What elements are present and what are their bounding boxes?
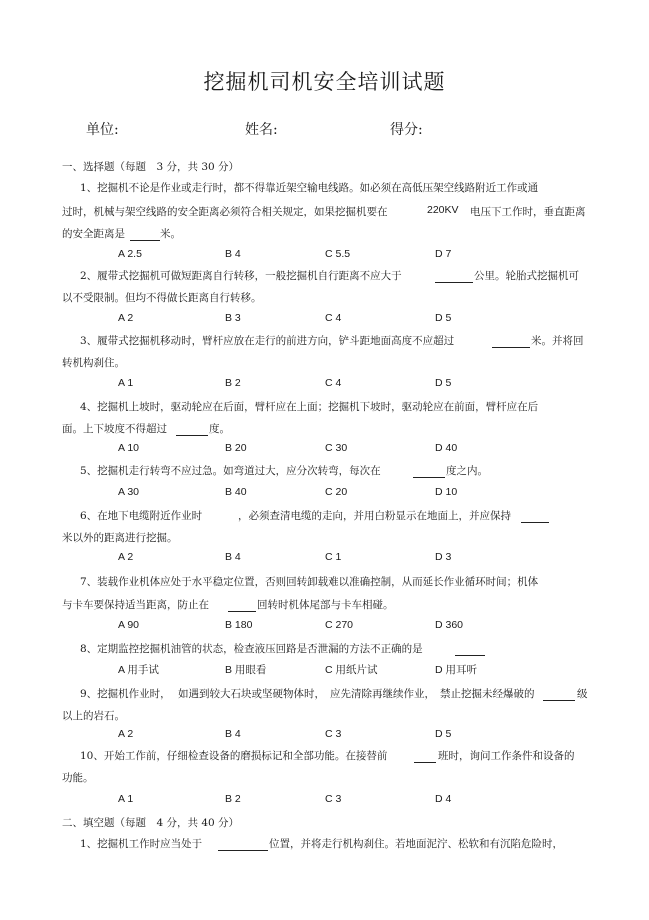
q3-option-d: D 5 bbox=[435, 377, 452, 389]
f1-line1a: 1、挖掘机工作时应当处于 bbox=[80, 838, 203, 850]
q9-option-a: A 2 bbox=[118, 728, 134, 740]
score-label: 得分: bbox=[390, 122, 423, 138]
name-label: 姓名: bbox=[245, 122, 278, 138]
q9-option-c: C 3 bbox=[325, 728, 342, 740]
q1-line2c: 电压下工作时，垂直距离 bbox=[470, 206, 586, 218]
q7-option-b: B 180 bbox=[225, 619, 253, 631]
q6-option-a: A 2 bbox=[118, 551, 134, 563]
q3-line1b: 米。并将回 bbox=[531, 335, 584, 347]
q8-answer-blank bbox=[455, 644, 485, 656]
q3-option-c: C 4 bbox=[325, 377, 342, 389]
q2-option-c: C 4 bbox=[325, 312, 342, 324]
q7-line2b: 回转时机体尾部与卡车相碰。 bbox=[257, 599, 394, 611]
q3-line2: 转机构刹住。 bbox=[62, 357, 125, 369]
page-title: 挖掘机司机安全培训试题 bbox=[203, 70, 446, 94]
q2-option-a: A 2 bbox=[118, 312, 134, 324]
q10-line2: 功能。 bbox=[62, 772, 94, 784]
q9-line1c: 应先清除再继续作业， bbox=[330, 688, 435, 700]
q8-option-c: C 用纸片试 bbox=[325, 664, 378, 676]
q10-option-a: A 1 bbox=[118, 793, 134, 805]
q4-line1: 4、挖掘机上坡时，驱动轮应在后面，臂杆应在上面；挖掘机下坡时，驱动轮应在前面，臂杆应在后 bbox=[80, 401, 539, 413]
q7-answer-blank bbox=[228, 600, 256, 612]
q9-line1b: 如遇到较大石块或坚硬物体时， bbox=[178, 688, 325, 700]
f1-line1b: 位置，并将走行机构刹住。若地面泥泞、松软和有沉陷危险时， bbox=[269, 838, 563, 850]
q8-line1: 8、定期监控挖掘机油管的状态，检查液压回路是否泄漏的方法不正确的是 bbox=[80, 643, 423, 655]
q1-line3a: 的安全距离是 bbox=[62, 228, 125, 240]
q2-line1a: 2、履带式挖掘机可做短距离自行转移，一般挖掘机自行距离不应大于 bbox=[80, 270, 402, 282]
q10-option-d: D 4 bbox=[435, 793, 452, 805]
q10-answer-blank bbox=[414, 751, 436, 763]
q1-option-b: B 4 bbox=[225, 248, 241, 260]
q8-option-a: A 用手试 bbox=[118, 664, 159, 676]
q1-line2a: 过时，机械与架空线路的安全距离必须符合相关规定，如果挖掘机要在 bbox=[62, 206, 388, 218]
q7-option-a: A 90 bbox=[118, 619, 140, 631]
q6-line1b: ，必须查清电缆的走向，并用白粉显示在地面上，并应保持 bbox=[238, 510, 511, 522]
q9-line2: 以上的岩石。 bbox=[62, 710, 125, 722]
q9-option-b: B 4 bbox=[225, 728, 241, 740]
q3-option-a: A 1 bbox=[118, 377, 134, 389]
q1-option-a: A 2.5 bbox=[118, 248, 142, 260]
q9-answer-blank bbox=[543, 689, 575, 701]
q2-line1b: 公里。轮胎式挖掘机可 bbox=[474, 270, 579, 282]
q2-line2: 以不受限制。但均不得做长距离自行转移。 bbox=[62, 292, 262, 304]
q1-option-c: C 5.5 bbox=[325, 248, 351, 260]
unit-label: 单位: bbox=[86, 122, 119, 138]
q6-line2: 米以外的距离进行挖掘。 bbox=[62, 532, 178, 544]
q1-answer-blank bbox=[130, 229, 160, 241]
section-fill-in: 二、填空题（每题 4 分，共 40 分） bbox=[62, 817, 240, 829]
q5-line1a: 5、挖掘机走行转弯不应过急。如弯道过大，应分次转弯，每次在 bbox=[80, 465, 381, 477]
q4-option-c: C 30 bbox=[325, 442, 348, 454]
q10-option-b: B 2 bbox=[225, 793, 241, 805]
q2-option-b: B 3 bbox=[225, 312, 241, 324]
q5-option-a: A 30 bbox=[118, 486, 140, 498]
q4-option-b: B 20 bbox=[225, 442, 247, 454]
q7-option-d: D 360 bbox=[435, 619, 464, 631]
q3-line1a: 3、履带式挖掘机移动时，臂杆应放在走行的前进方向，铲斗距地面高度不应超过 bbox=[80, 335, 455, 347]
q10-line1b: 班时，询问工作条件和设备的 bbox=[438, 750, 575, 762]
q5-answer-blank bbox=[413, 466, 445, 478]
q2-answer-blank bbox=[435, 271, 473, 283]
q4-option-d: D 40 bbox=[435, 442, 458, 454]
q9-line1e: 级 bbox=[577, 688, 588, 700]
q5-option-b: B 40 bbox=[225, 486, 247, 498]
q2-option-d: D 5 bbox=[435, 312, 452, 324]
q1-line1: 1、挖掘机不论是作业或走行时，都不得靠近架空输电线路。如必须在高低压架空线路附近工作或通 bbox=[80, 182, 539, 194]
q7-option-c: C 270 bbox=[325, 619, 354, 631]
q9-line1d: 禁止挖掘未经爆破的 bbox=[440, 688, 535, 700]
q1-option-d: D 7 bbox=[435, 248, 452, 260]
f1-answer-blank bbox=[218, 839, 268, 851]
q4-option-a: A 10 bbox=[118, 442, 140, 454]
q5-option-c: C 20 bbox=[325, 486, 348, 498]
q3-answer-blank bbox=[492, 336, 530, 348]
q7-line2a: 与卡车要保持适当距离，防止在 bbox=[62, 599, 209, 611]
q8-option-b: B 用眼看 bbox=[225, 664, 267, 676]
q10-option-c: C 3 bbox=[325, 793, 342, 805]
q5-line1b: 度之内。 bbox=[446, 465, 488, 477]
q1-line3b: 米。 bbox=[160, 228, 181, 240]
q6-option-c: C 1 bbox=[325, 551, 342, 563]
q5-option-d: D 10 bbox=[435, 486, 458, 498]
q7-line1: 7、装载作业机体应处于水平稳定位置，否则回转卸载难以准确控制，从而延长作业循环时间；机体 bbox=[80, 576, 539, 588]
q6-option-b: B 4 bbox=[225, 551, 241, 563]
q6-answer-blank bbox=[521, 511, 549, 523]
q9-line1a: 9、挖掘机作业时， bbox=[80, 688, 171, 700]
q4-answer-blank bbox=[176, 424, 208, 436]
q1-voltage: 220KV bbox=[427, 204, 459, 216]
q4-line2a: 面。上下坡度不得超过 bbox=[62, 423, 167, 435]
q9-option-d: D 5 bbox=[435, 728, 452, 740]
q3-option-b: B 2 bbox=[225, 377, 241, 389]
section-multiple-choice: 一、选择题（每题 3 分，共 30 分） bbox=[62, 161, 240, 173]
q4-line2b: 度。 bbox=[209, 423, 230, 435]
q8-option-d: D 用耳听 bbox=[435, 664, 477, 676]
q6-line1a: 6、在地下电缆附近作业时 bbox=[80, 510, 203, 522]
q10-line1a: 10、开始工作前，仔细检查设备的磨损标记和全部功能。在接替前 bbox=[80, 750, 388, 762]
q6-option-d: D 3 bbox=[435, 551, 452, 563]
